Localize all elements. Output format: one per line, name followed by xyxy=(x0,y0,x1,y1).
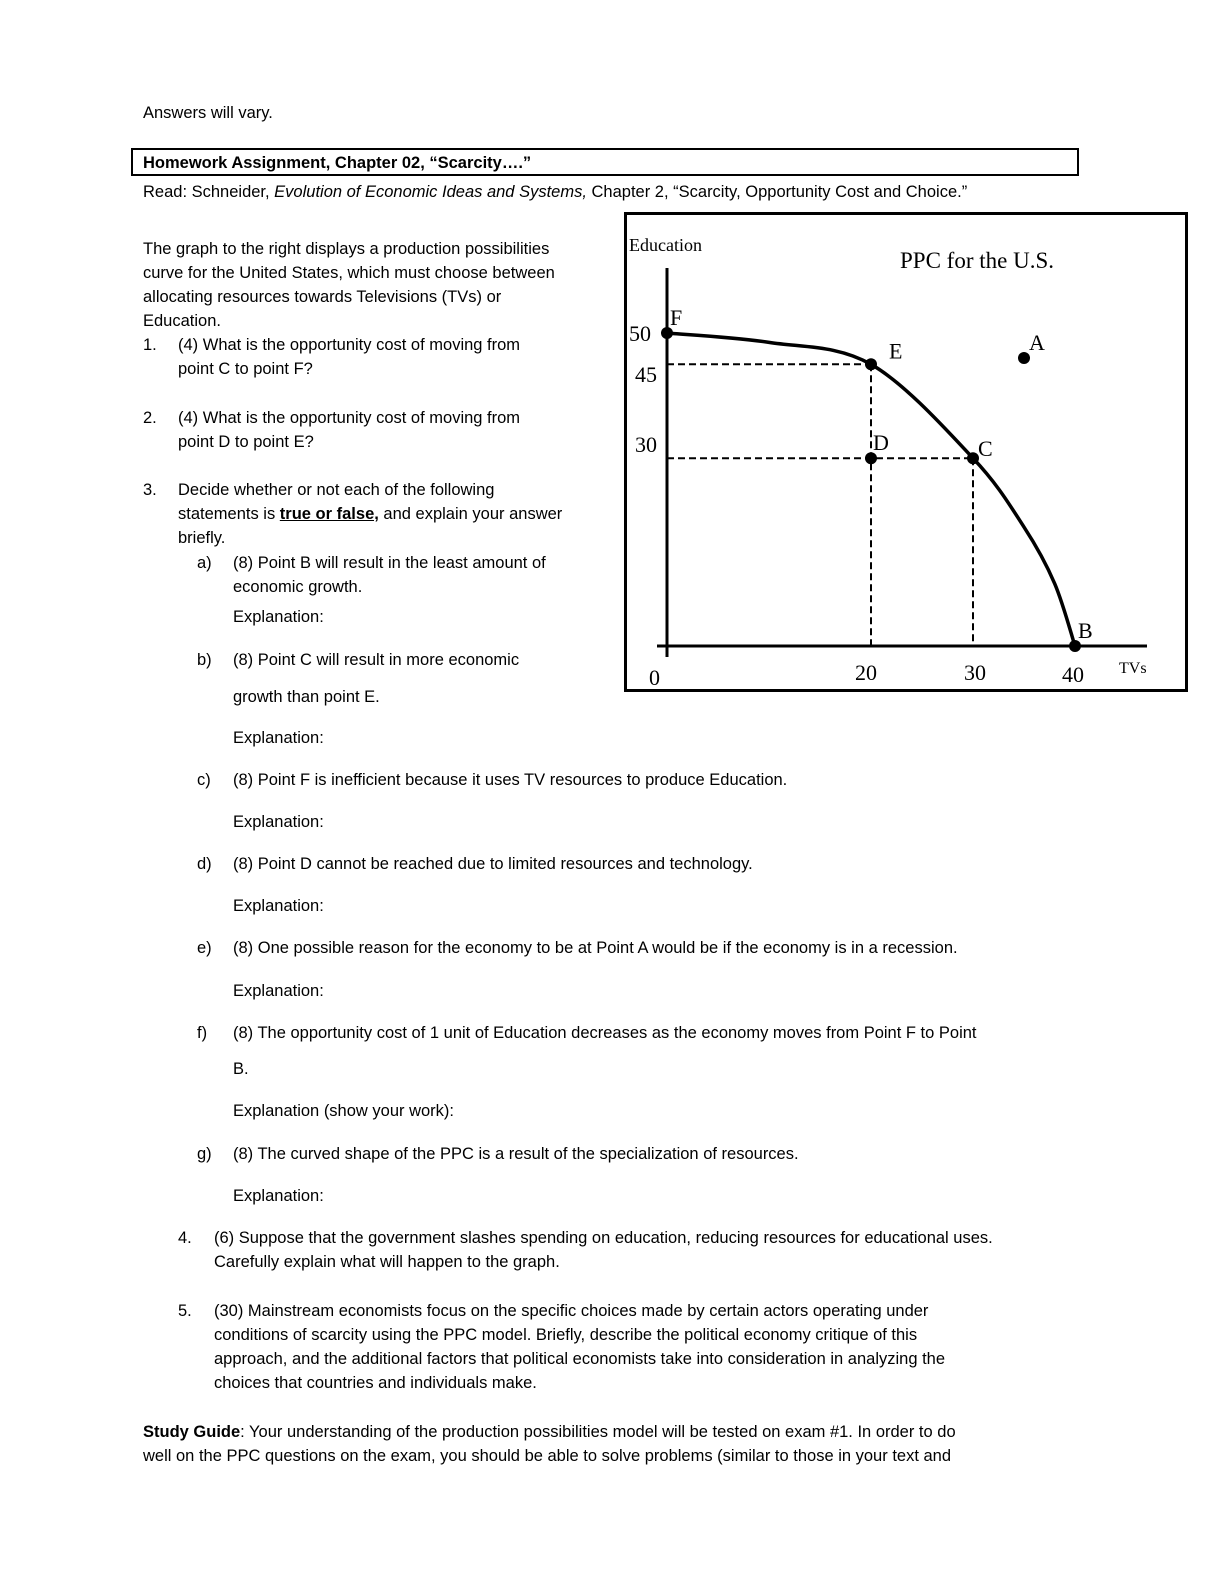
question-3-line: Decide whether or not each of the following xyxy=(178,481,495,499)
part-e-explanation-label: Explanation: xyxy=(233,982,324,1000)
part-c-label: c) xyxy=(197,771,211,789)
intro-line: The graph to the right displays a production possibilities xyxy=(143,240,550,258)
study-guide-line: well on the PPC questions on the exam, you should be able to solve problems (similar to those in your text and xyxy=(143,1447,952,1465)
part-d-statement: (8) Point D cannot be reached due to limited resources and technology. xyxy=(233,855,753,873)
question-3-text: and explain your answer xyxy=(378,505,563,523)
intro-line: curve for the United States, which must choose between xyxy=(143,264,555,282)
question-3-number: 3. xyxy=(143,481,157,499)
part-b-label: b) xyxy=(197,651,212,669)
question-2-number: 2. xyxy=(143,409,157,427)
question-4-number: 4. xyxy=(178,1229,192,1247)
x-tick-label: 20 xyxy=(855,660,877,685)
part-f-statement-line: B. xyxy=(233,1060,249,1078)
assignment-title: Homework Assignment, Chapter 02, “Scarcity….” xyxy=(143,154,532,172)
question-4 xyxy=(214,1226,993,1274)
x-tick-label: 0 xyxy=(649,665,660,690)
point-label-d: D xyxy=(873,430,889,456)
point-label-a: A xyxy=(1029,330,1045,356)
part-c-statement: (8) Point F is inefficient because it uses TV resources to produce Education. xyxy=(233,771,788,789)
question-5-line: choices that countries and individuals make. xyxy=(214,1374,537,1392)
true-or-false-emphasis: true or false, xyxy=(279,505,379,523)
y-axis-label: Education xyxy=(629,235,702,255)
reading-suffix: Chapter 2, “Scarcity, Opportunity Cost and Choice.” xyxy=(586,183,968,201)
chart-title: PPC for the U.S. xyxy=(900,248,1054,273)
part-b-statement-line: (8) Point C will result in more economic xyxy=(233,651,520,669)
part-f-statement-line: (8) The opportunity cost of 1 unit of Education decreases as the economy moves from Point F to Point xyxy=(233,1024,977,1042)
part-d-explanation-label: Explanation: xyxy=(233,897,324,915)
statement-line: (8) Point B will result in the least amount of xyxy=(233,554,546,572)
part-e-label: e) xyxy=(197,939,212,957)
part-e-statement: (8) One possible reason for the economy to be at Point A would be if the economy is in a recession. xyxy=(233,939,958,957)
point-label-b: B xyxy=(1078,618,1093,643)
study-guide xyxy=(143,1420,956,1468)
part-f-label: f) xyxy=(197,1024,208,1042)
question-1-line: (4) What is the opportunity cost of moving from xyxy=(178,336,521,354)
answers-note: Answers will vary. xyxy=(143,104,273,122)
question-5-line: conditions of scarcity using the PPC model. Briefly, describe the political economy critique of this xyxy=(214,1326,918,1344)
study-guide-label: Study Guide xyxy=(143,1423,241,1441)
question-1-line: point C to point F? xyxy=(178,360,313,378)
question-2-line: point D to point E? xyxy=(178,433,314,451)
question-5-line: (30) Mainstream economists focus on the specific choices made by certain actors operating under xyxy=(214,1302,929,1320)
x-tick-label: 30 xyxy=(964,660,986,685)
intro-line: Education. xyxy=(143,312,221,330)
question-5-line: approach, and the additional factors that political economists take into consideration in analyzing the xyxy=(214,1350,946,1368)
part-f-explanation-label: Explanation (show your work): xyxy=(233,1102,455,1120)
part-b-statement-line: growth than point E. xyxy=(233,688,380,706)
reading-book-title: Evolution of Economic Ideas and Systems, xyxy=(274,183,587,201)
y-tick-label: 30 xyxy=(635,432,657,457)
question-3-line: briefly. xyxy=(178,529,226,547)
part-b-explanation-label: Explanation: xyxy=(233,729,324,747)
intro-line: allocating resources towards Televisions (TVs) or xyxy=(143,288,502,306)
study-guide-text: : Your understanding of the production possibilities model will be tested on exam #1. In order to do xyxy=(240,1423,956,1441)
study-guide-line xyxy=(143,1420,956,1444)
part-c-explanation-label: Explanation: xyxy=(233,813,324,831)
part-a-label: a) xyxy=(197,554,212,572)
part-a-explanation-label: Explanation: xyxy=(233,608,324,626)
question-1-number: 1. xyxy=(143,336,157,354)
y-tick-label: 45 xyxy=(635,362,657,387)
reading-prefix: Read: Schneider, xyxy=(143,183,275,201)
part-g-label: g) xyxy=(197,1145,212,1163)
question-4-line: Carefully explain what will happen to the graph. xyxy=(214,1253,560,1271)
point-e xyxy=(865,358,877,370)
question-4-line: (6) Suppose that the government slashes spending on education, reducing resources for educational uses. xyxy=(214,1229,993,1247)
question-2-line: (4) What is the opportunity cost of moving from xyxy=(178,409,521,427)
part-g-explanation-label: Explanation: xyxy=(233,1187,324,1205)
question-5 xyxy=(214,1299,945,1395)
statement-line: economic growth. xyxy=(233,578,363,596)
x-tick-label: 40 xyxy=(1062,662,1084,687)
question-5-number: 5. xyxy=(178,1302,192,1320)
part-d-label: d) xyxy=(197,855,212,873)
point-label-e: E xyxy=(889,338,903,364)
point-label-c: C xyxy=(978,436,993,462)
x-axis-label: TVs xyxy=(1119,660,1147,677)
part-g-statement: (8) The curved shape of the PPC is a result of the specialization of resources. xyxy=(233,1145,799,1163)
point-label-f: F xyxy=(670,305,683,330)
question-3-text: statements is xyxy=(178,505,280,523)
ppc-chart xyxy=(0,0,1224,700)
y-tick-label: 50 xyxy=(629,321,651,346)
